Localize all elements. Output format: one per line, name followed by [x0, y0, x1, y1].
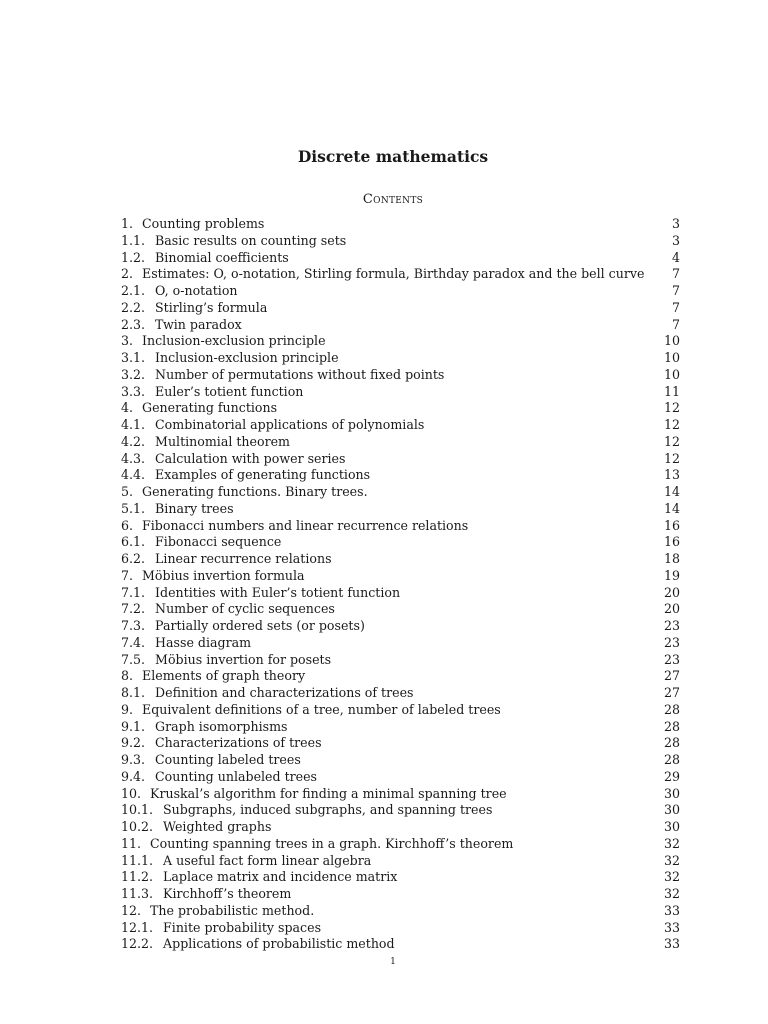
toc-subsection-entry: [121, 752, 680, 769]
toc-entry-page: 32: [663, 852, 680, 868]
toc-entry-title: Kirchhoff’s theorem: [163, 886, 292, 901]
toc-entry-number: 8.: [121, 668, 134, 684]
toc-entry-title: The probabilistic method.: [150, 902, 315, 918]
toc-entry-number: 2.3.: [121, 316, 146, 332]
toc-entry-page: 23: [663, 634, 680, 650]
toc-entry-number: 9.4.: [121, 768, 146, 784]
contents-heading: Contents: [362, 192, 424, 207]
toc-entry-title: Number of permutations without fixed points: [155, 366, 445, 382]
toc-entry-page: 20: [663, 601, 680, 617]
toc-entry-title: Counting spanning trees in a graph. Kirchhoff’s theorem: [150, 835, 514, 851]
toc-section-entry: [121, 702, 680, 719]
toc-subsection-entry: [121, 467, 680, 484]
toc-entry-page: 18: [663, 551, 680, 566]
toc-entry-number: 11.2.: [121, 869, 154, 885]
toc-entry-number: 7.5.: [121, 651, 146, 667]
toc-entry-title: Definition and characterizations of trees: [155, 685, 414, 700]
toc-entry-number: 7.: [121, 567, 134, 583]
toc-entry-number: 4.: [121, 400, 134, 416]
toc-entry-page: 20: [663, 584, 680, 600]
toc-subsection-entry: [121, 635, 680, 652]
toc-entry-title: Fibonacci sequence: [155, 534, 282, 550]
toc-subsection-entry: [121, 685, 680, 702]
toc-subsection-entry: [121, 434, 680, 451]
toc-subsection-entry: [121, 886, 680, 903]
toc-subsection-entry: [121, 920, 680, 937]
toc-subsection-entry: [121, 869, 680, 886]
toc-subsection-entry: [121, 618, 680, 635]
toc-entry-title: Counting problems: [142, 216, 265, 231]
toc-entry-title: Binomial coefficients: [155, 249, 289, 265]
toc-entry-number: 9.3.: [121, 752, 146, 767]
toc-entry-number: 3.1.: [121, 350, 146, 365]
toc-entry-title: Binary trees: [155, 500, 234, 516]
toc-entry-page: 32: [663, 835, 680, 851]
toc-entry-page: 16: [663, 517, 680, 533]
toc-section-entry: [121, 836, 680, 853]
toc-entry-title: Generating functions: [142, 400, 278, 416]
page-number: 1: [390, 957, 396, 967]
toc-entry-page: 12: [663, 417, 680, 432]
toc-entry-page: 30: [663, 819, 680, 834]
toc-entry-number: 9.2.: [121, 735, 146, 751]
toc-subsection-entry: [121, 551, 680, 568]
toc-entry-page: 7: [671, 316, 680, 332]
toc-entry-page: 27: [663, 685, 680, 700]
toc-subsection-entry: [121, 283, 680, 300]
toc-subsection-entry: [121, 384, 680, 401]
document-title: Discrete mathematics: [297, 147, 489, 166]
toc-subsection-entry: [121, 317, 680, 334]
table-of-contents: [121, 216, 680, 953]
toc-entry-title: Calculation with power series: [155, 450, 346, 466]
toc-entry-page: 19: [663, 567, 680, 583]
toc-entry-title: Möbius invertion for posets: [155, 651, 332, 667]
toc-entry-title: Identities with Euler’s totient function: [155, 584, 401, 600]
toc-section-entry: [121, 903, 680, 920]
toc-entry-page: 12: [663, 400, 680, 416]
toc-entry-page: 33: [663, 936, 680, 952]
toc-entry-number: 7.3.: [121, 618, 146, 633]
toc-entry-number: 5.1.: [121, 500, 146, 516]
toc-entry-page: 23: [663, 651, 680, 667]
toc-entry-number: 1.2.: [121, 249, 146, 265]
toc-entry-title: Hasse diagram: [155, 634, 252, 650]
toc-entry-number: 11.1.: [121, 852, 154, 868]
toc-entry-number: 12.2.: [121, 936, 154, 952]
toc-entry-page: 14: [663, 500, 680, 516]
toc-entry-number: 3.2.: [121, 366, 146, 382]
toc-section-entry: [121, 568, 680, 585]
toc-subsection-entry: [121, 451, 680, 468]
toc-entry-page: 3: [671, 232, 680, 248]
toc-entry-number: 4.3.: [121, 450, 146, 466]
toc-entry-number: 10.: [121, 785, 142, 801]
toc-entry-title: Elements of graph theory: [142, 668, 306, 684]
toc-section-entry: [121, 668, 680, 685]
toc-entry-title: Counting labeled trees: [155, 752, 301, 767]
toc-section-entry: [121, 484, 680, 501]
toc-subsection-entry: [121, 735, 680, 752]
toc-entry-page: 10: [663, 366, 680, 382]
toc-entry-number: 12.: [121, 902, 142, 918]
toc-entry-page: 10: [663, 333, 680, 349]
toc-entry-title: Euler’s totient function: [155, 383, 304, 399]
toc-subsection-entry: [121, 585, 680, 602]
toc-entry-number: 2.2.: [121, 299, 146, 315]
toc-entry-page: 12: [663, 450, 680, 466]
toc-entry-number: 4.2.: [121, 433, 146, 449]
toc-entry-page: 14: [663, 484, 680, 499]
toc-entry-number: 1.: [121, 216, 134, 231]
toc-entry-page: 28: [663, 735, 680, 751]
toc-subsection-entry: [121, 250, 680, 267]
toc-entry-number: 10.1.: [121, 802, 154, 818]
toc-entry-page: 30: [663, 785, 680, 801]
toc-entry-page: 28: [663, 718, 680, 734]
toc-entry-number: 4.1.: [121, 417, 146, 432]
toc-entry-title: Estimates: O, o-notation, Stirling formula, Birthday paradox and the bell curve: [142, 266, 645, 282]
toc-entry-title: Number of cyclic sequences: [155, 601, 335, 617]
toc-entry-number: 4.4.: [121, 467, 146, 483]
toc-entry-number: 11.: [121, 835, 142, 851]
toc-entry-number: 9.: [121, 701, 134, 717]
toc-entry-page: 27: [663, 668, 680, 684]
toc-entry-page: 7: [671, 299, 680, 315]
toc-entry-page: 7: [671, 266, 680, 282]
toc-entry-title: Characterizations of trees: [155, 735, 322, 751]
toc-entry-number: 5.: [121, 484, 134, 499]
toc-subsection-entry: [121, 601, 680, 618]
toc-entry-page: 12: [663, 433, 680, 449]
toc-section-entry: [121, 266, 680, 283]
toc-entry-number: 8.1.: [121, 685, 146, 700]
toc-entry-title: Inclusion-exclusion principle: [142, 333, 326, 349]
toc-entry-number: 7.4.: [121, 634, 146, 650]
toc-entry-title: Examples of generating functions: [155, 467, 371, 483]
toc-entry-page: 4: [671, 249, 680, 265]
toc-entry-title: Combinatorial applications of polynomials: [155, 417, 425, 432]
toc-entry-title: Kruskal’s algorithm for finding a minimal spanning tree: [150, 785, 507, 801]
toc-entry-number: 10.2.: [121, 819, 154, 834]
toc-entry-title: Stirling’s formula: [155, 299, 268, 315]
toc-entry-title: Applications of probabilistic method: [163, 936, 395, 952]
toc-section-entry: [121, 786, 680, 803]
toc-section-entry: [121, 333, 680, 350]
toc-entry-number: 11.3.: [121, 886, 154, 901]
toc-subsection-entry: [121, 233, 680, 250]
toc-entry-title: Partially ordered sets (or posets): [155, 618, 365, 633]
toc-entry-number: 2.1.: [121, 283, 146, 298]
toc-entry-title: Counting unlabeled trees: [155, 768, 318, 784]
toc-entry-number: 2.: [121, 266, 134, 282]
toc-entry-title: Twin paradox: [155, 316, 242, 332]
toc-entry-page: 13: [663, 467, 680, 483]
toc-entry-page: 28: [663, 752, 680, 767]
toc-section-entry: [121, 216, 680, 233]
toc-entry-page: 30: [663, 802, 680, 818]
toc-entry-title: Finite probability spaces: [163, 919, 322, 935]
toc-entry-title: O, o-notation: [155, 283, 238, 298]
toc-subsection-entry: [121, 417, 680, 434]
toc-subsection-entry: [121, 300, 680, 317]
toc-entry-number: 1.1.: [121, 232, 146, 248]
toc-entry-page: 28: [663, 701, 680, 717]
toc-entry-page: 16: [663, 534, 680, 550]
toc-subsection-entry: [121, 367, 680, 384]
toc-entry-number: 6.2.: [121, 551, 146, 566]
toc-entry-page: 29: [663, 768, 680, 784]
toc-subsection-entry: [121, 350, 680, 367]
toc-entry-number: 6.: [121, 517, 134, 533]
toc-subsection-entry: [121, 936, 680, 953]
toc-entry-title: Inclusion-exclusion principle: [155, 350, 339, 365]
toc-entry-page: 3: [671, 216, 680, 231]
toc-entry-page: 33: [663, 919, 680, 935]
toc-subsection-entry: [121, 652, 680, 669]
toc-subsection-entry: [121, 853, 680, 870]
toc-entry-number: 7.2.: [121, 601, 146, 617]
toc-entry-title: Laplace matrix and incidence matrix: [163, 869, 398, 885]
toc-entry-number: 6.1.: [121, 534, 146, 550]
toc-subsection-entry: [121, 769, 680, 786]
toc-entry-title: Subgraphs, induced subgraphs, and spanning trees: [163, 802, 493, 818]
toc-entry-page: 33: [663, 902, 680, 918]
toc-entry-page: 32: [663, 886, 680, 901]
toc-entry-page: 7: [671, 283, 680, 298]
toc-section-entry: [121, 400, 680, 417]
toc-entry-title: A useful fact form linear algebra: [163, 852, 372, 868]
toc-entry-title: Generating functions. Binary trees.: [142, 484, 368, 499]
toc-entry-number: 7.1.: [121, 584, 146, 600]
toc-entry-title: Graph isomorphisms: [155, 718, 288, 734]
toc-entry-number: 9.1.: [121, 718, 146, 734]
toc-entry-page: 10: [663, 350, 680, 365]
toc-subsection-entry: [121, 719, 680, 736]
toc-entry-title: Fibonacci numbers and linear recurrence relations: [142, 517, 469, 533]
toc-entry-number: 12.1.: [121, 919, 154, 935]
toc-subsection-entry: [121, 802, 680, 819]
toc-entry-number: 3.: [121, 333, 134, 349]
toc-entry-title: Möbius invertion formula: [142, 567, 305, 583]
toc-entry-title: Basic results on counting sets: [155, 232, 347, 248]
toc-entry-title: Linear recurrence relations: [155, 551, 332, 566]
toc-entry-title: Equivalent definitions of a tree, number of labeled trees: [142, 701, 501, 717]
toc-entry-page: 32: [663, 869, 680, 885]
toc-entry-title: Multinomial theorem: [155, 433, 290, 449]
toc-subsection-entry: [121, 534, 680, 551]
toc-section-entry: [121, 518, 680, 535]
toc-entry-page: 23: [663, 618, 680, 633]
toc-subsection-entry: [121, 819, 680, 836]
toc-entry-title: Weighted graphs: [163, 819, 272, 834]
toc-entry-number: 3.3.: [121, 383, 146, 399]
toc-subsection-entry: [121, 501, 680, 518]
toc-entry-page: 11: [663, 383, 680, 399]
